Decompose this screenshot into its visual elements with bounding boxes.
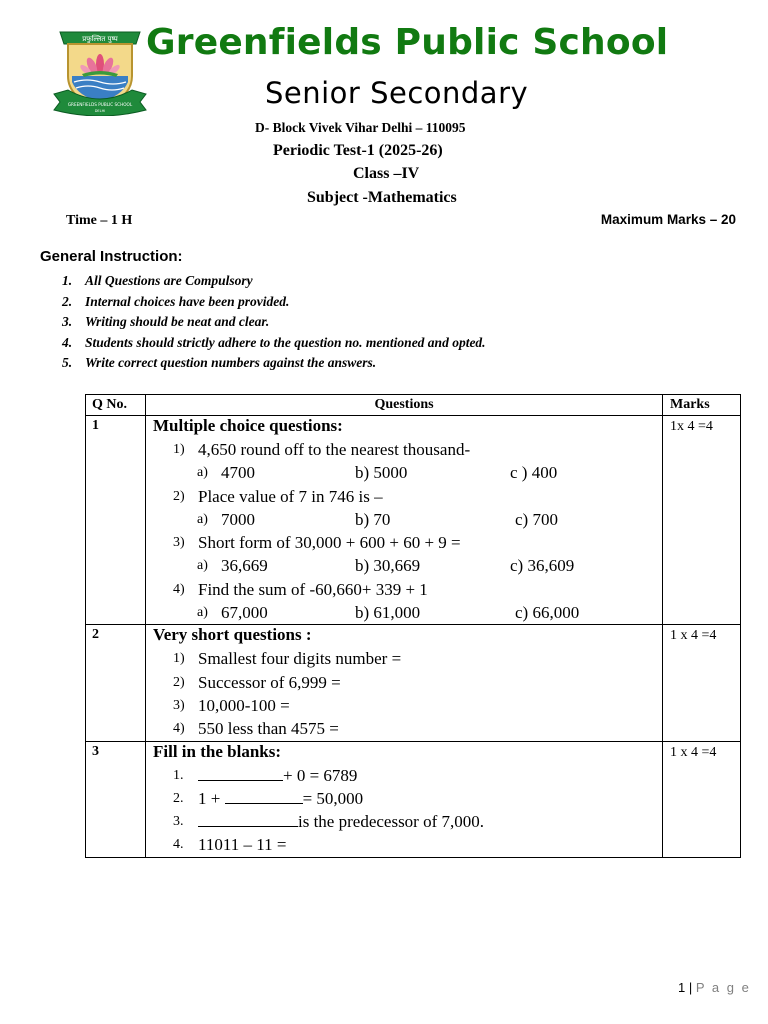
option-c: c ) 400 [510,463,558,483]
item-number: 3) [173,535,185,551]
instruction-item [62,333,486,354]
item-text: Successor of 6,999 = [198,672,341,692]
option-b: b) 70 [355,509,391,529]
table-row [86,416,741,625]
subject-name: Subject -Mathematics [307,189,457,206]
time-allowed: Time – 1 H [66,213,133,228]
page-word: P a g e [695,980,751,995]
section-title: Very short questions : [153,625,312,645]
item-text: 4,650 round off to the nearest thousand- [198,440,471,459]
instructions-heading: General Instruction: [40,248,183,265]
question-item [153,671,662,694]
school-name: Greenfields Public School [146,22,669,63]
logo-top-text: प्रफुल्लित पुष्प [82,35,118,43]
answer-blank [225,788,303,804]
marks-cell: 1 x 4 =4 [663,625,741,741]
item-number: 4) [173,581,185,597]
instruction-number: 4. [62,334,73,350]
question-item [153,485,662,508]
question-number: 2 [86,625,146,741]
section-title: Fill in the blanks: [153,741,282,761]
option-b: b) 5000 [355,463,408,483]
question-item [153,764,662,787]
question-item [153,578,662,601]
item-text: 11011 – 11 = [198,835,287,855]
school-address: D- Block Vivek Vihar Delhi – 110095 [255,120,466,135]
item-number: 3. [173,814,184,830]
item-text: Smallest four digits number = [198,649,402,669]
maximum-marks: Maximum Marks – 20 [600,212,736,227]
school-logo [52,24,148,116]
option-a: 4700 [221,463,255,483]
item-text-before: 1 + [198,788,225,808]
logo-ribbon-text: GREENFIELDS PUBLIC SCHOOL [67,102,133,107]
instruction-text: Students should strictly adhere to the question no. mentioned and opted. [85,334,486,350]
instruction-number: 1. [62,273,73,288]
page-footer [678,980,751,995]
table-row [86,741,741,857]
instruction-number: 5. [62,355,73,370]
question-item [153,438,662,461]
item-number: 4. [173,837,184,853]
instruction-number: 2. [62,293,73,309]
class-name: Class –IV [353,165,420,182]
instruction-text: Internal choices have been provided. [85,293,290,309]
instruction-item [62,271,486,292]
instruction-number: 3. [62,314,73,329]
option-a: 67,000 [221,603,268,623]
header-questions: Questions [146,395,663,416]
question-number: 3 [86,741,146,857]
item-number: 1) [173,442,185,457]
option-a-label: a) [197,511,208,527]
item-number: 4) [173,721,185,737]
instruction-text: Writing should be neat and clear. [85,314,270,329]
header-marks: Marks [663,395,741,416]
header-qno: Q No. [86,395,146,416]
option-c: c) 66,000 [515,603,580,623]
marks-cell: 1x 4 =4 [663,416,741,625]
question-item [153,647,662,670]
marks-cell: 1 x 4 =4 [663,741,741,857]
page-separator: | [688,980,693,995]
option-a: 36,669 [221,556,268,576]
logo-city-text: DELHI [94,109,106,113]
instruction-item [62,312,486,333]
question-table [85,394,741,858]
test-name: Periodic Test-1 (2025-26) [273,142,443,159]
question-cell [146,741,663,857]
page-number: 1 [678,980,686,995]
question-cell [146,625,663,741]
school-subtitle: Senior Secondary [265,76,529,110]
question-item [153,694,662,717]
item-number: 1) [173,651,185,667]
question-number: 1 [86,416,146,625]
option-b: b) 61,000 [355,603,421,623]
option-c: c) 700 [515,509,558,529]
instructions-list [62,271,486,374]
table-header-row [86,395,741,416]
option-row [153,601,662,624]
item-text: Place value of 7 in 746 is – [198,486,383,506]
item-text: = 50,000 [302,788,364,808]
item-text: 550 less than 4575 = [198,719,339,739]
option-row [153,554,662,577]
question-item [153,833,662,856]
item-number: 2) [173,488,185,504]
item-number: 1. [173,767,184,783]
option-a-label: a) [197,558,208,574]
instruction-item [62,353,486,374]
question-item [153,787,662,810]
item-number: 2. [173,790,184,806]
answer-blank [198,765,283,781]
question-item [153,531,662,554]
item-text: Short form of 30,000 + 600 + 60 + 9 = [198,533,461,553]
instruction-text: All Questions are Compulsory [85,273,253,288]
question-item [153,717,662,740]
item-text: + 0 = 6789 [283,765,358,785]
item-number: 2) [173,674,185,690]
option-a-label: a) [197,465,208,481]
question-cell [146,416,663,625]
option-b: b) 30,669 [355,556,421,576]
question-item [153,810,662,833]
option-c: c) 36,609 [510,556,575,576]
option-a-label: a) [197,605,208,621]
section-title: Multiple choice questions: [153,416,343,435]
item-text: 10,000-100 = [198,695,290,715]
item-text: Find the sum of -60,660+ 339 + 1 [198,579,428,599]
answer-blank [198,811,298,827]
option-a: 7000 [221,509,255,529]
instruction-item [62,292,486,313]
instruction-text: Write correct question numbers against the answers. [85,355,377,370]
item-text: is the predecessor of 7,000. [298,812,485,832]
item-number: 3) [173,697,185,713]
table-row [86,625,741,741]
option-row [153,508,662,531]
option-row [153,461,662,484]
